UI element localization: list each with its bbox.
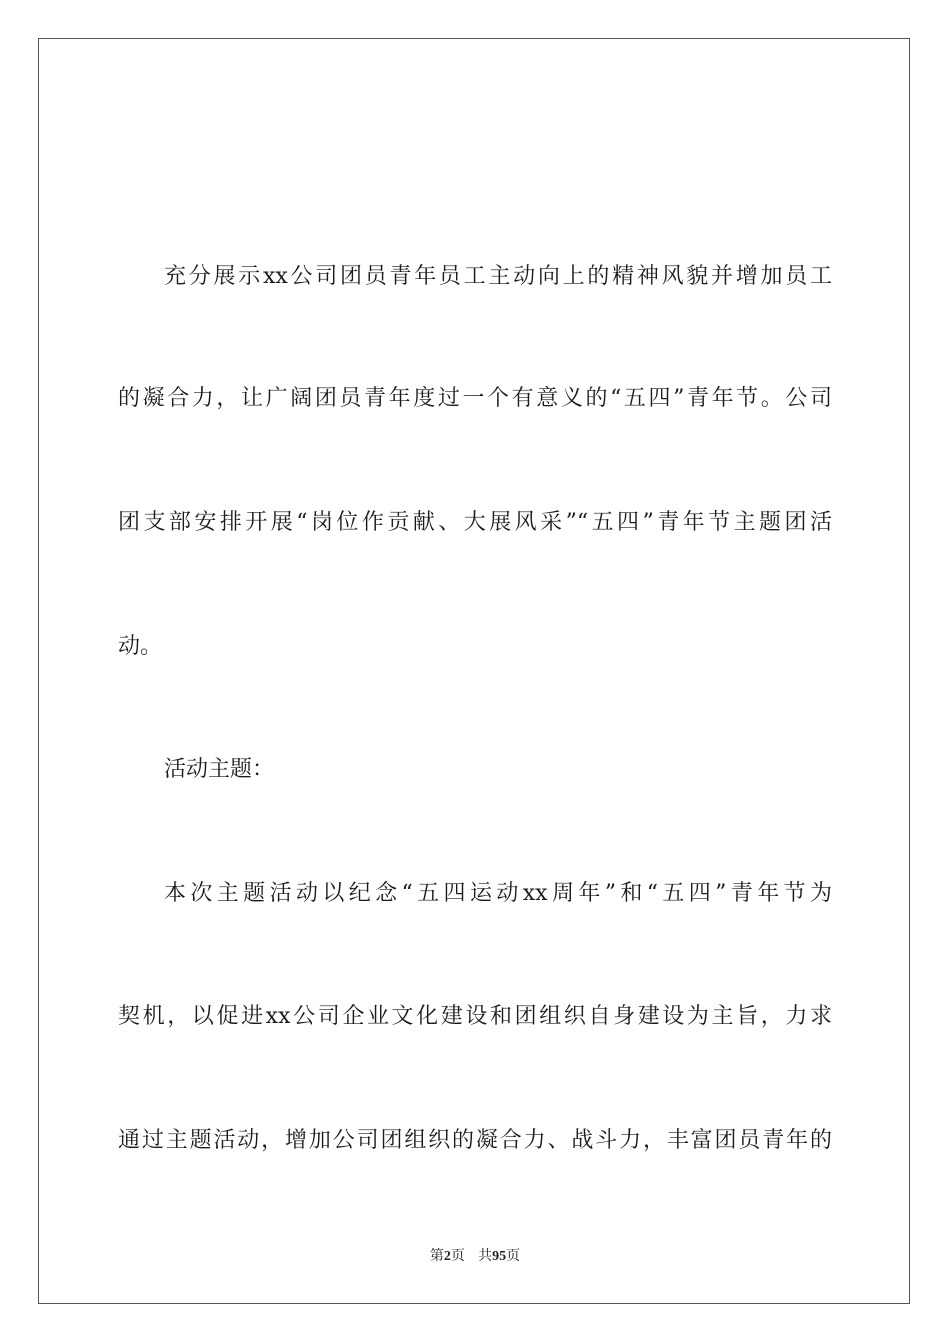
text-line: 充分展示xx公司团员青年员工主动向上的精神风貌并增加员工 (164, 264, 832, 289)
footer-page-unit: 页 (450, 1248, 465, 1264)
footer-total-unit: 页 (506, 1248, 521, 1264)
footer-prefix: 第 (429, 1248, 444, 1264)
page-border (38, 38, 910, 1304)
total-page-number: 95 (492, 1249, 507, 1264)
current-page-number: 2 (443, 1249, 451, 1264)
page-footer (0, 1246, 950, 1267)
footer-total-prefix: 共 (478, 1248, 493, 1264)
text-line: 的凝合力，让广阔团员青年度过一个有意义的“五四”青年节。公司 (118, 386, 832, 411)
text-line: 通过主题活动，增加公司团组织的凝合力、战斗力，丰富团员青年的 (118, 1128, 832, 1153)
text-line: 本次主题活动以纪念“五四运动xx周年”和“五四”青年节为 (164, 881, 832, 906)
text-line: 契机，以促进xx公司企业文化建设和团组织自身建设为主旨，力求 (118, 1004, 832, 1029)
text-line: 动。 (118, 634, 163, 659)
section-heading: 活动主题： (164, 757, 275, 782)
text-line: 团支部安排开展“岗位作贡献、大展风采”“五四”青年节主题团活 (118, 510, 832, 535)
